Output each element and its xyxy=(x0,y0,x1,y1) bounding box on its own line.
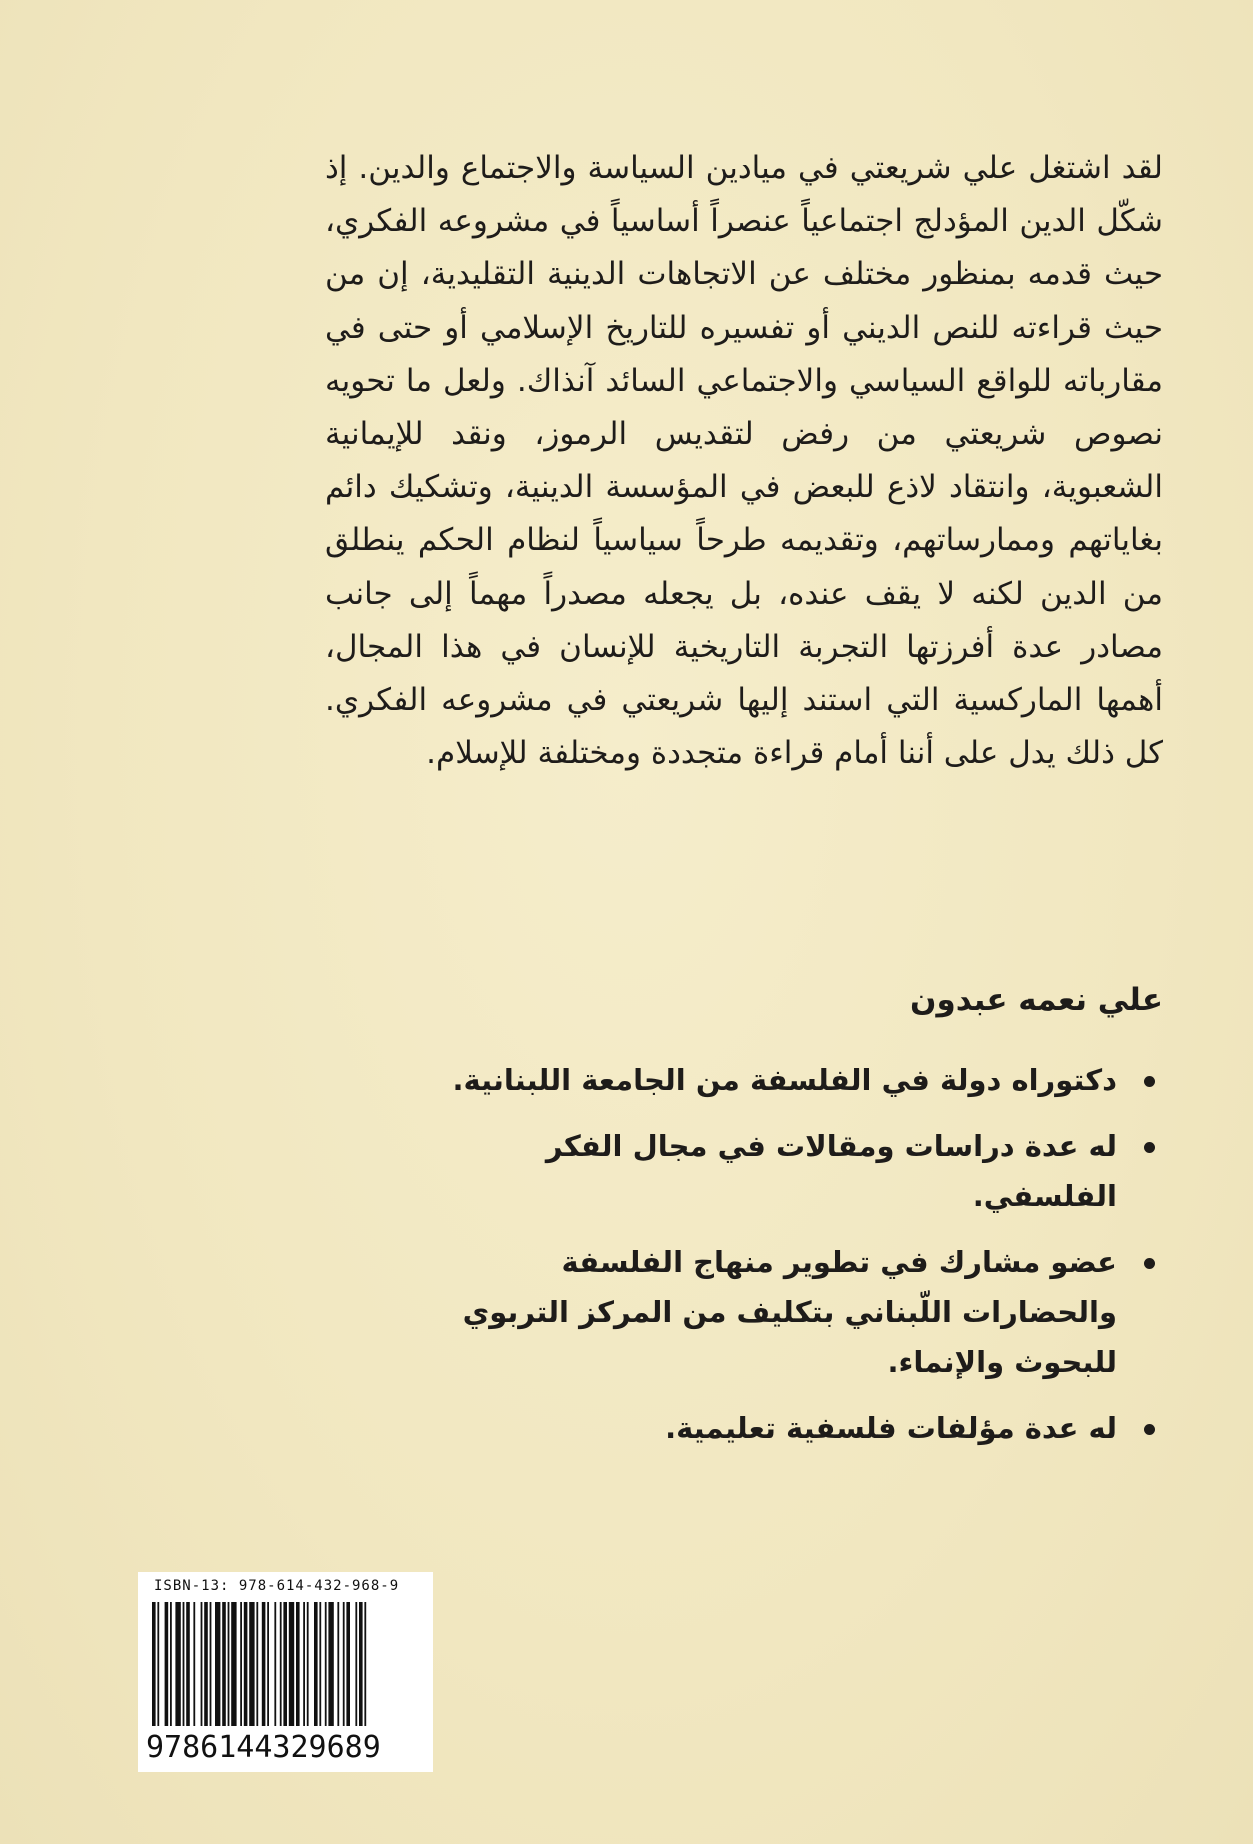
blurb-line: وتشكيك دائم بغاياتهم وممارساتهم، وتقديمه طرحاً سياسياً xyxy=(325,469,1163,559)
blurb-line: نصوص شريعتي من رفض لتقديس الرموز، ونقد للإيمانية xyxy=(325,416,1163,453)
author-bio-list xyxy=(403,1055,1163,1469)
blurb-text xyxy=(325,142,1163,780)
blurb-line: استند إليها شريعتي في مشروعه الفكري. كل ذلك يدل xyxy=(325,682,1163,772)
bio-item-text: عضو مشارك في تطوير منهاج الفلسفة والحضارات اللّبناني بتكليف من المركز التربوي للبحوث والإنماء. xyxy=(462,1245,1117,1379)
bio-item xyxy=(403,1055,1163,1105)
blurb-line: على أننا أمام قراءة متجددة ومختلفة للإسلام. xyxy=(426,735,999,772)
blurb-line: للواقع السياسي والاجتماعي السائد آنذاك. ولعل ما تحويه xyxy=(325,362,1052,399)
blurb-line: والدين. إذ شكّل الدين المؤدلج اجتماعياً عنصراً أساسياً xyxy=(325,150,1163,240)
bullet-icon xyxy=(1144,1076,1155,1087)
bio-item xyxy=(403,1237,1163,1387)
bio-item-text: دكتوراه دولة في الفلسفة من الجامعة اللبنانية. xyxy=(452,1063,1117,1097)
blurb-line: الاتجاهات الدينية التقليدية، إن من حيث قراءته للنص xyxy=(325,256,1163,346)
isbn-barcode xyxy=(138,1572,433,1772)
blurb-line: لقد اشتغل علي شريعتي في ميادين السياسة والاجتماع xyxy=(460,150,1163,186)
bio-item xyxy=(403,1403,1163,1453)
bullet-icon xyxy=(1144,1258,1155,1269)
bio-item-text: له عدة مؤلفات فلسفية تعليمية. xyxy=(665,1411,1117,1445)
isbn-label: ISBN-13: 978-614-432-968-9 xyxy=(154,1578,400,1594)
bio-item-text: له عدة دراسات ومقالات في مجال الفكر الفلسفي. xyxy=(545,1129,1117,1213)
blurb-line: في مشروعه الفكري، حيث قدمه بمنظور مختلف عن xyxy=(325,203,1163,293)
bullet-icon xyxy=(1144,1142,1155,1153)
author-name: علي نعمه عبدون xyxy=(910,982,1163,1018)
blurb-line: الشعبوية، وانتقاد لاذع للبعض في المؤسسة الدينية، xyxy=(504,469,1163,506)
blurb-line: مصدراً مهماً إلى جانب مصادر عدة أفرزتها التجربة xyxy=(325,575,1163,665)
blurb-line: لنظام الحكم ينطلق من الدين لكنه لا يقف عنده، بل يجعله xyxy=(325,522,1163,612)
blurb-line: الديني أو تفسيره للتاريخ الإسلامي أو حتى في مقارباته xyxy=(325,309,1163,399)
blurb-line: التاريخية للإنسان في هذا المجال، أهمها الماركسية التي xyxy=(325,628,1163,719)
barcode-number: 9786144329689 xyxy=(146,1730,381,1765)
bio-item xyxy=(403,1121,1163,1221)
bullet-icon xyxy=(1144,1424,1155,1435)
barcode-bars-icon xyxy=(150,1602,421,1728)
